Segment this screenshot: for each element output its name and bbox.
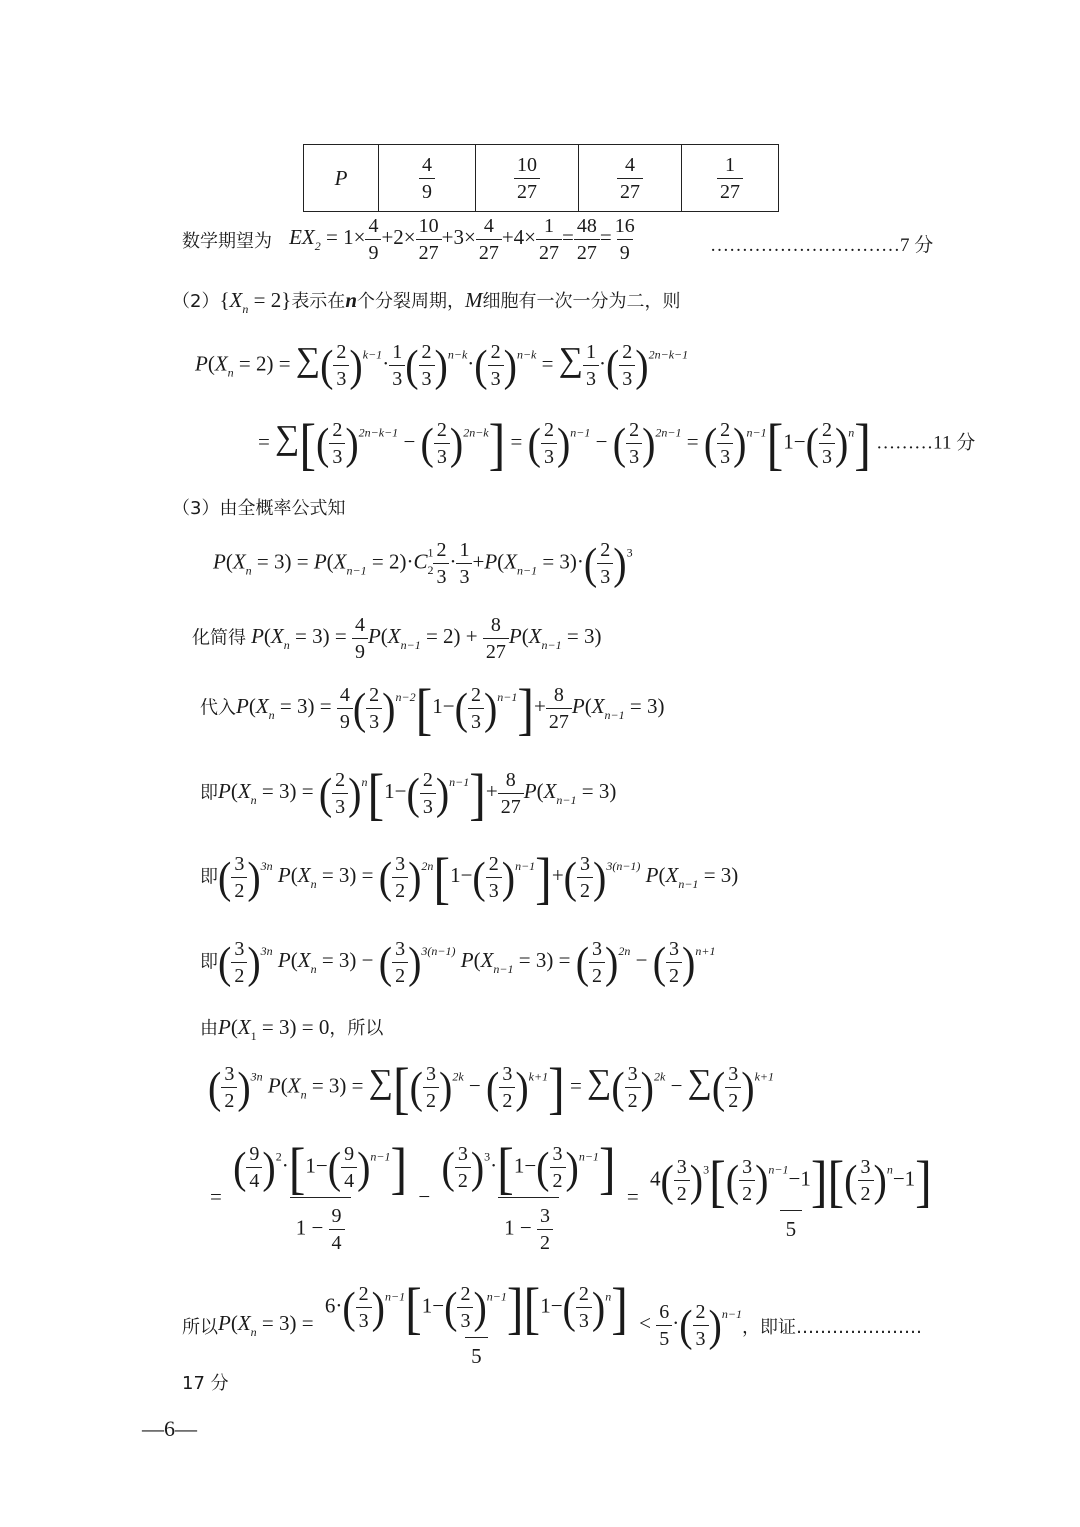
part3-ie-1: 即$P(X_n = 3)$ = ( $\frac{2}{3}$ )$^n$[1−( $\frac{2}{3}$ )$^{n-1}$]+ $\frac{8}{27}$ $P(X_{n-1} = 3)$ bbox=[200, 761, 617, 826]
table-cell: $\frac{1}{27}$ bbox=[682, 145, 779, 212]
part3-intro: （3）由全概率公式知 bbox=[172, 498, 346, 519]
score-11: ………11 分 bbox=[876, 432, 976, 454]
table-cell: $\frac{4}{9}$ bbox=[379, 145, 476, 212]
part3-ie-2: 即( $\frac{3}{2}$ )$^{3n}$ $P(X_n = 3)$ = ( $\frac{3}{2}$ )$^{2n}$[1−( $\frac{2}{3}$ )$^{n-1}$]+( $\frac{3}{2}$ )$^{3(n-1)}$ $P(X_{n-1} = 3)$ bbox=[200, 845, 739, 910]
distribution-table bbox=[303, 144, 779, 212]
part2-formula-1: $P(X_n = 2)$ = ∑( $\frac{2}{3}$ )$^{k-1}$· $\frac{1}{3}$ ( $\frac{2}{3}$ )$^{n-k}$·( $\frac{2}{3}$ )$^{n-k}$ = ∑ $\frac{1}{3}$ ·( $\frac{2}{3}$ )$^{2n-k-1}$ bbox=[195, 340, 689, 390]
part3-conclusion: 所以$P(X_n = 3)$ = 6·( $\frac{2}{3}$ )$^{n-1}$[1−( $\frac{2}{3}$ )$^{n-1}$][1−( $\frac{2}{3}$ )$^n$] 5 < $\frac{6}{5}$ ·( $\frac{2}{3}$ )$^{n-1}$，即证…………………17 分 bbox=[182, 1275, 922, 1394]
part3-simplify: 化简得 $P(X_n = 3)$ = $\frac{4}{9}$ $P(X_{n-1} = 2)$ + $\frac{8}{27}$ $P(X_{n-1} = 3)$ bbox=[192, 614, 602, 663]
part2-formula-2: = ∑[( $\frac{2}{3}$ )$^{2n-k-1}$ − ( $\frac{2}{3}$ )$^{2n-k}$] = ( $\frac{2}{3}$ )$^{n-1}$ − ( $\frac{2}{3}$ )$^{2n-1}$ = ( $\frac{2}{3}$ )$^{n-1}$[1−( $\frac{2}{3}$ )$^n$] ………11 分 bbox=[258, 411, 976, 476]
part2-intro: $(2)\{X_n = 2\}$表示在n个分裂周期，M细胞有一次一分为二，则 bbox=[172, 288, 681, 316]
part3-substitute: 代入$P(X_n = 3)$ = $\frac{4}{9}$ ( $\frac{2}{3}$ )$^{n-2}$[1−( $\frac{2}{3}$ )$^{n-1}$]+ $\frac{8}{27}$ $P(X_{n-1} = 3)$ bbox=[200, 676, 665, 741]
expectation-line: 数学期望为 $EX_2 = 1\times$ $\frac{4}{9}$ +2× $\frac{10}{27}$ +3× $\frac{4}{27}$ +4× $\frac{1}{27}$ = $\frac{48}{27}$ = $\frac{16}{9}$ …………………………7 分 bbox=[182, 215, 934, 264]
part3-given: 由$P(X_1 = 3) = 0$，所以 bbox=[200, 1015, 384, 1043]
page-number: —6— bbox=[142, 1416, 197, 1441]
table-row-label: P bbox=[304, 145, 379, 212]
expectation-formula: $EX_2 = 1\times$ $\frac{4}{9}$ +2× $\frac{10}{27}$ +3× $\frac{4}{27}$ +4× $\frac{1}{27}$ = $\frac{48}{27}$ = $\frac{16}{9}$ bbox=[289, 215, 635, 264]
table-cell: $\frac{4}{27}$ bbox=[579, 145, 682, 212]
table-cell: $\frac{10}{27}$ bbox=[476, 145, 579, 212]
score-7: …………………………7 分 bbox=[710, 235, 934, 256]
part3-formula-total: $P(X_n = 3) = P(X_{n-1} = 2)\cdot C^1_2$ $\frac{2}{3}$ · $\frac{1}{3}$ $+P(X_{n-1} = 3)\cdot$( $\frac{2}{3}$ )$^3$ bbox=[213, 538, 633, 588]
part3-sum: ( $\frac{3}{2}$ )$^{3n}$ $P(X_n = 3)$ = ∑[( $\frac{3}{2}$ )$^{2k}$ − ( $\frac{3}{2}$ )$^{k+1}$] = ∑( $\frac{3}{2}$ )$^{2k}$ − ∑( $\frac{3}{2}$ )$^{k+1}$ bbox=[208, 1055, 774, 1120]
part3-ie-3: 即( $\frac{3}{2}$ )$^{3n}$ $P(X_n = 3)$ − ( $\frac{3}{2}$ )$^{3(n-1)}$ $P(X_{n-1} = 3)$ = ( $\frac{3}{2}$ )$^{2n}$ − ( $\frac{3}{2}$ )$^{n+1}$ bbox=[200, 937, 716, 987]
part3-series: = ( $\frac{9}{4}$ )$^2$·[1−( $\frac{9}{4}$ )$^{n-1}$] 1 − $\frac{9}{4}$ − ( $\frac{3}{2}$ )$^3$·[1−( $\frac{3}{2}$ )$^{n-1}$] 1 − $\frac{3}{2}$ = 4( $\frac{3}{2}$ )$^3$[( $\frac{3}{2}$ )$^{n-1}$−1][( $\frac{3}{2}$ )$^n$−1] 5 bbox=[210, 1135, 932, 1254]
